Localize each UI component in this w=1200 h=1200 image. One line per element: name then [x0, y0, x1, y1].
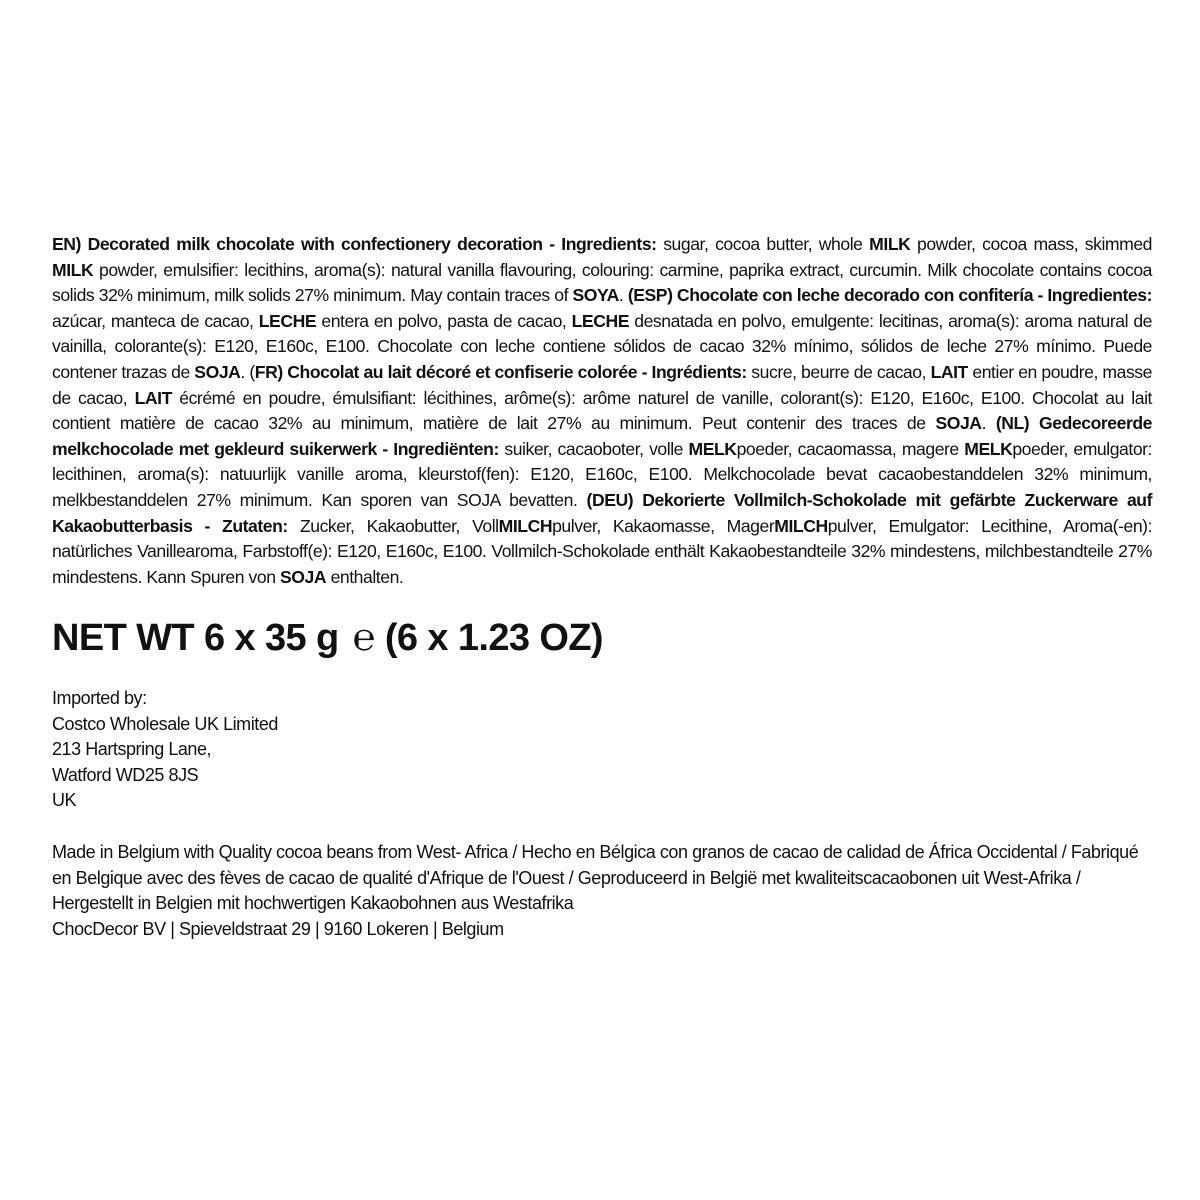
- manufacturer-address: ChocDecor BV | Spieveldstraat 29 | 9160 Lokeren | Belgium: [52, 918, 504, 939]
- ingredients-title-fr: FR) Chocolat au lait décoré et confiserie colorée - Ingrédients:: [254, 361, 747, 382]
- origin-text: Made in Belgium with Quality cocoa beans from West- Africa / Hecho en Bélgica con granos de cacao de calidad de África Occidental / Fabriqué en Belgique avec des fèves de cacao de qualité d'Afrique de l'Ouest / Geproduceerd in België met kwaliteitscacaobonen uit West-Afrika / Hergestellt in Belgien mit hochwertigen Kakaobohnen aus Westafrika: [52, 842, 1139, 914]
- allergen: MILK: [869, 234, 911, 254]
- estimated-sign-icon: ℮: [352, 617, 375, 660]
- ingredients-title-nl: (NL) Gedecoreerde melkchocolade met gekleurd suikerwerk - Ingrediënten:: [52, 413, 1152, 459]
- ingredients-text: pulver, Emulgator: Lecithine, Aroma(-en): natürliches Vanillearoma, Farbstoff(e): E120, E160c, E100. Vollmilch-Schokolade enthält Kakaobestandteile 32% mindestens, milchbestandteile 27% mindestens. Kann Spuren von: [52, 515, 1153, 587]
- allergen: LECHE: [571, 310, 629, 331]
- net-weight: [52, 616, 1152, 660]
- allergen: LAIT: [930, 361, 968, 382]
- ingredients-text: . (: [240, 361, 255, 382]
- ingredients-text: écrémé en poudre, émulsifiant: lécithines, arôme(s): arôme naturel de vanille, colorant(s): E120, E160c, E100. Chocolat au lait contient matière de cacao 32% au minimum, matière de lait 27% au minimum. Peut contenir des traces de: [52, 387, 1152, 434]
- importer-heading: Imported by:: [52, 688, 147, 709]
- ingredients-text: azúcar, manteca de cacao,: [52, 310, 259, 331]
- product-label: [52, 232, 1152, 942]
- allergen: LECHE: [258, 310, 317, 331]
- ingredients-text: desnatada en polvo, emulgente: lecitinas, aroma(s): aroma natural de vainilla, colorante(s): E120, E160c, E100. Chocolate con leche contiene sólidos de cacao 32% mínimo, sólidos de leche 27% mínimo. Puede contener trazas de: [52, 310, 1152, 382]
- ingredients-text: sugar, cocoa butter, whole: [656, 234, 870, 254]
- importer-city: Watford WD25 8JS: [52, 764, 199, 785]
- allergen: MILCH: [498, 515, 553, 536]
- ingredients-text: entera en polvo, pasta de cacao,: [316, 310, 572, 331]
- allergen: MILK: [52, 259, 94, 280]
- ingredients-text: Zucker, Kakaobutter, Voll: [287, 515, 499, 536]
- ingredients-text: .: [981, 413, 996, 434]
- net-weight-metric: NET WT 6 x 35 g: [52, 617, 339, 660]
- net-weight-imperial: (6 x 1.23 OZ): [384, 617, 603, 660]
- ingredients-text: sucre, beurre de cacao,: [746, 361, 931, 382]
- ingredients-text: powder, cocoa mass, skimmed: [910, 234, 1153, 254]
- importer-street: 213 Hartspring Lane,: [52, 739, 212, 760]
- allergen: MELK: [964, 438, 1013, 459]
- ingredients-text: entier en poudre, masse de cacao,: [52, 361, 1152, 408]
- allergen: SOJA: [280, 566, 327, 587]
- allergen: MILCH: [774, 515, 828, 536]
- allergen: SOJA: [194, 361, 241, 382]
- allergen: SOJA: [935, 413, 982, 434]
- allergen: LAIT: [134, 387, 172, 408]
- ingredients-text: poeder, cacaomassa, magere: [736, 438, 965, 459]
- ingredients-text: pulver, Kakaomasse, Mager: [552, 515, 775, 536]
- ingredients-text: poeder, emulgator: lecithinen, aroma(s): natuurlijk vanille aroma, kleurstof(fen): E120, E160c, E100. Melkchocolade bevat cacaobestanddelen 32% minimum, melkbestanddelen 27% minimum. Kan sporen van SOJA bevatten.: [52, 438, 1152, 510]
- ingredients-title-esp: (ESP) Chocolate con leche decorado con confitería - Ingredientes:: [627, 285, 1152, 306]
- importer-address: [52, 686, 1152, 813]
- allergen: MELK: [688, 438, 737, 459]
- ingredients-paragraph: [52, 232, 1152, 590]
- ingredients-text: .: [618, 285, 628, 306]
- ingredients-title-deu: (DEU) Dekorierte Vollmilch-Schokolade mit gefärbte Zuckerware auf Kakaobutterbasis - Zutaten:: [52, 489, 1153, 536]
- ingredients-text: powder, emulsifier: lecithins, aroma(s): natural vanilla flavouring, colouring: carmine, paprika extract, curcumin. Milk chocolate contains cocoa solids 32% minimum, milk solids 27% minimum. May contain traces of: [52, 259, 1152, 306]
- ingredients-title-en: EN) Decorated milk chocolate with confectionery decoration - Ingredients:: [52, 234, 657, 254]
- importer-country: UK: [52, 789, 77, 810]
- allergen: SOYA: [572, 285, 619, 306]
- importer-name: Costco Wholesale UK Limited: [52, 713, 278, 734]
- ingredients-text: suiker, cacaoboter, volle: [498, 438, 689, 459]
- origin-statement: [52, 840, 1152, 942]
- ingredients-text: enthalten.: [326, 566, 404, 587]
